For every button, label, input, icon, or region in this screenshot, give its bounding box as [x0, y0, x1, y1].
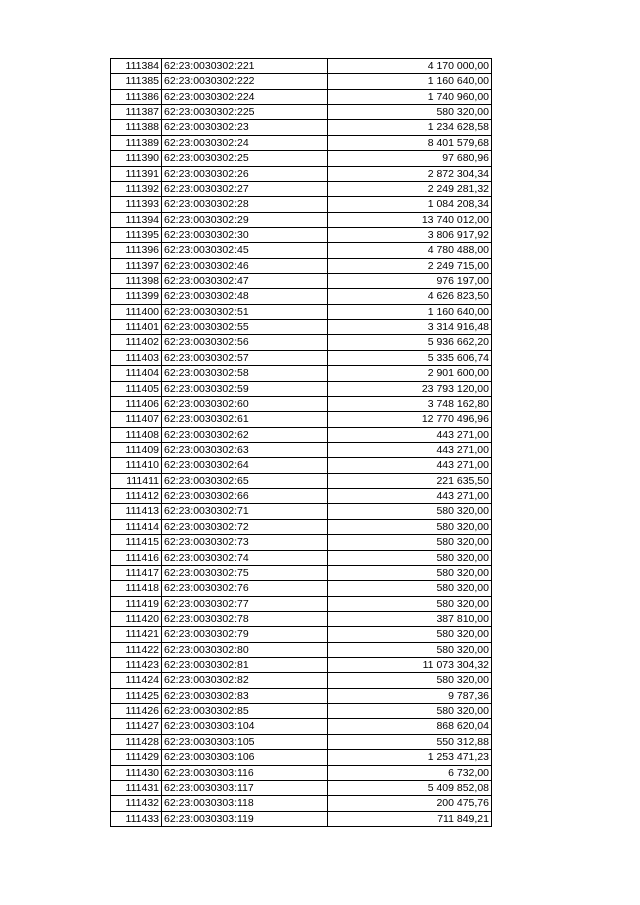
- value-cell: 580 320,00: [328, 581, 492, 596]
- cadastral-number-cell: 62:23:0030303:118: [162, 796, 328, 811]
- row-number-cell: 111423: [111, 658, 162, 673]
- row-number-cell: 111427: [111, 719, 162, 734]
- table-row: [111, 135, 492, 150]
- row-number-cell: 111421: [111, 627, 162, 642]
- cadastral-number-cell: 62:23:0030302:80: [162, 642, 328, 657]
- cadastral-number-cell: 62:23:0030302:225: [162, 105, 328, 120]
- cadastral-number-cell: 62:23:0030303:119: [162, 811, 328, 826]
- cadastral-number-cell: 62:23:0030302:27: [162, 181, 328, 196]
- value-cell: 200 475,76: [328, 796, 492, 811]
- table-row: [111, 811, 492, 826]
- value-cell: 580 320,00: [328, 627, 492, 642]
- row-number-cell: 111395: [111, 227, 162, 242]
- row-number-cell: 111409: [111, 442, 162, 457]
- value-cell: 5 936 662,20: [328, 335, 492, 350]
- cadastral-number-cell: 62:23:0030302:62: [162, 427, 328, 442]
- cadastral-number-cell: 62:23:0030302:56: [162, 335, 328, 350]
- table-row: [111, 74, 492, 89]
- value-cell: 711 849,21: [328, 811, 492, 826]
- table-row: [111, 642, 492, 657]
- row-number-cell: 111412: [111, 489, 162, 504]
- cadastral-number-cell: 62:23:0030303:117: [162, 780, 328, 795]
- value-cell: 23 793 120,00: [328, 381, 492, 396]
- cadastral-number-cell: 62:23:0030302:29: [162, 212, 328, 227]
- row-number-cell: 111406: [111, 396, 162, 411]
- row-number-cell: 111422: [111, 642, 162, 657]
- row-number-cell: 111390: [111, 151, 162, 166]
- row-number-cell: 111385: [111, 74, 162, 89]
- table-row: [111, 519, 492, 534]
- value-cell: 6 732,00: [328, 765, 492, 780]
- cadastral-number-cell: 62:23:0030302:83: [162, 688, 328, 703]
- table-row: [111, 366, 492, 381]
- cadastral-number-cell: 62:23:0030302:71: [162, 504, 328, 519]
- table-row: [111, 105, 492, 120]
- value-cell: 580 320,00: [328, 105, 492, 120]
- row-number-cell: 111411: [111, 473, 162, 488]
- value-cell: 221 635,50: [328, 473, 492, 488]
- value-cell: 2 249 281,32: [328, 181, 492, 196]
- table-row: [111, 658, 492, 673]
- table-row: [111, 243, 492, 258]
- cadastral-number-cell: 62:23:0030302:24: [162, 135, 328, 150]
- cadastral-number-cell: 62:23:0030302:82: [162, 673, 328, 688]
- row-number-cell: 111426: [111, 704, 162, 719]
- cadastral-number-cell: 62:23:0030302:46: [162, 258, 328, 273]
- table-row: [111, 227, 492, 242]
- value-cell: 1 160 640,00: [328, 304, 492, 319]
- row-number-cell: 111389: [111, 135, 162, 150]
- row-number-cell: 111399: [111, 289, 162, 304]
- value-cell: 9 787,36: [328, 688, 492, 703]
- cadastral-number-cell: 62:23:0030302:57: [162, 350, 328, 365]
- row-number-cell: 111384: [111, 59, 162, 74]
- row-number-cell: 111401: [111, 320, 162, 335]
- table-row: [111, 765, 492, 780]
- cadastral-number-cell: 62:23:0030302:30: [162, 227, 328, 242]
- cadastral-number-cell: 62:23:0030302:61: [162, 412, 328, 427]
- value-cell: 3 748 162,80: [328, 396, 492, 411]
- row-number-cell: 111413: [111, 504, 162, 519]
- table-row: [111, 197, 492, 212]
- cadastral-number-cell: 62:23:0030302:73: [162, 535, 328, 550]
- table-row: [111, 504, 492, 519]
- value-cell: 443 271,00: [328, 458, 492, 473]
- table-row: [111, 350, 492, 365]
- table-row: [111, 565, 492, 580]
- row-number-cell: 111404: [111, 366, 162, 381]
- table-row: [111, 304, 492, 319]
- cadastral-number-cell: 62:23:0030302:222: [162, 74, 328, 89]
- cadastral-number-cell: 62:23:0030303:105: [162, 734, 328, 749]
- table-row: [111, 550, 492, 565]
- row-number-cell: 111394: [111, 212, 162, 227]
- value-cell: 550 312,88: [328, 734, 492, 749]
- row-number-cell: 111432: [111, 796, 162, 811]
- row-number-cell: 111419: [111, 596, 162, 611]
- row-number-cell: 111417: [111, 565, 162, 580]
- value-cell: 13 740 012,00: [328, 212, 492, 227]
- value-cell: 12 770 496,96: [328, 412, 492, 427]
- value-cell: 3 314 916,48: [328, 320, 492, 335]
- row-number-cell: 111425: [111, 688, 162, 703]
- table-row: [111, 796, 492, 811]
- cadastral-number-cell: 62:23:0030302:75: [162, 565, 328, 580]
- cadastral-number-cell: 62:23:0030302:63: [162, 442, 328, 457]
- cadastral-number-cell: 62:23:0030302:66: [162, 489, 328, 504]
- table-row: [111, 289, 492, 304]
- value-cell: 580 320,00: [328, 504, 492, 519]
- value-cell: 580 320,00: [328, 519, 492, 534]
- value-cell: 1 160 640,00: [328, 74, 492, 89]
- cadastral-number-cell: 62:23:0030302:76: [162, 581, 328, 596]
- row-number-cell: 111408: [111, 427, 162, 442]
- table-row: [111, 611, 492, 626]
- table-row: [111, 688, 492, 703]
- cadastral-number-cell: 62:23:0030302:224: [162, 89, 328, 104]
- row-number-cell: 111393: [111, 197, 162, 212]
- table-row: [111, 596, 492, 611]
- cadastral-number-cell: 62:23:0030302:85: [162, 704, 328, 719]
- value-cell: 580 320,00: [328, 673, 492, 688]
- row-number-cell: 111387: [111, 105, 162, 120]
- value-cell: 580 320,00: [328, 535, 492, 550]
- row-number-cell: 111424: [111, 673, 162, 688]
- cadastral-value-table: [110, 58, 492, 827]
- table-row: [111, 320, 492, 335]
- value-cell: 976 197,00: [328, 274, 492, 289]
- row-number-cell: 111386: [111, 89, 162, 104]
- cadastral-number-cell: 62:23:0030303:106: [162, 750, 328, 765]
- row-number-cell: 111418: [111, 581, 162, 596]
- value-cell: 2 872 304,34: [328, 166, 492, 181]
- cadastral-number-cell: 62:23:0030302:77: [162, 596, 328, 611]
- cadastral-number-cell: 62:23:0030302:55: [162, 320, 328, 335]
- row-number-cell: 111403: [111, 350, 162, 365]
- table-row: [111, 750, 492, 765]
- value-cell: 5 335 606,74: [328, 350, 492, 365]
- value-cell: 8 401 579,68: [328, 135, 492, 150]
- table-row: [111, 89, 492, 104]
- cadastral-number-cell: 62:23:0030302:64: [162, 458, 328, 473]
- cadastral-number-cell: 62:23:0030302:81: [162, 658, 328, 673]
- cadastral-number-cell: 62:23:0030302:60: [162, 396, 328, 411]
- row-number-cell: 111430: [111, 765, 162, 780]
- value-cell: 580 320,00: [328, 642, 492, 657]
- cadastral-number-cell: 62:23:0030302:28: [162, 197, 328, 212]
- row-number-cell: 111402: [111, 335, 162, 350]
- row-number-cell: 111410: [111, 458, 162, 473]
- table-row: [111, 581, 492, 596]
- table-row: [111, 181, 492, 196]
- table-row: [111, 780, 492, 795]
- row-number-cell: 111414: [111, 519, 162, 534]
- table-row: [111, 381, 492, 396]
- row-number-cell: 111396: [111, 243, 162, 258]
- value-cell: 1 234 628,58: [328, 120, 492, 135]
- value-cell: 1 084 208,34: [328, 197, 492, 212]
- value-cell: 97 680,96: [328, 151, 492, 166]
- cadastral-number-cell: 62:23:0030302:65: [162, 473, 328, 488]
- cadastral-number-cell: 62:23:0030302:26: [162, 166, 328, 181]
- table-row: [111, 734, 492, 749]
- table-body: [111, 59, 492, 827]
- table-row: [111, 535, 492, 550]
- row-number-cell: 111398: [111, 274, 162, 289]
- table-row: [111, 412, 492, 427]
- table-row: [111, 151, 492, 166]
- value-cell: 4 626 823,50: [328, 289, 492, 304]
- value-cell: 2 249 715,00: [328, 258, 492, 273]
- table-row: [111, 458, 492, 473]
- cadastral-number-cell: 62:23:0030302:74: [162, 550, 328, 565]
- value-cell: 2 901 600,00: [328, 366, 492, 381]
- table-row: [111, 59, 492, 74]
- cadastral-number-cell: 62:23:0030302:78: [162, 611, 328, 626]
- value-cell: 580 320,00: [328, 550, 492, 565]
- table-row: [111, 427, 492, 442]
- row-number-cell: 111391: [111, 166, 162, 181]
- cadastral-number-cell: 62:23:0030302:23: [162, 120, 328, 135]
- table-row: [111, 396, 492, 411]
- row-number-cell: 111407: [111, 412, 162, 427]
- value-cell: 4 170 000,00: [328, 59, 492, 74]
- table-row: [111, 673, 492, 688]
- row-number-cell: 111397: [111, 258, 162, 273]
- value-cell: 868 620,04: [328, 719, 492, 734]
- value-cell: 443 271,00: [328, 427, 492, 442]
- cadastral-number-cell: 62:23:0030302:79: [162, 627, 328, 642]
- table-row: [111, 442, 492, 457]
- cadastral-number-cell: 62:23:0030302:51: [162, 304, 328, 319]
- value-cell: 4 780 488,00: [328, 243, 492, 258]
- table-row: [111, 212, 492, 227]
- value-cell: 580 320,00: [328, 704, 492, 719]
- table-row: [111, 719, 492, 734]
- value-cell: 1 253 471,23: [328, 750, 492, 765]
- cadastral-number-cell: 62:23:0030302:25: [162, 151, 328, 166]
- table-row: [111, 627, 492, 642]
- row-number-cell: 111416: [111, 550, 162, 565]
- row-number-cell: 111405: [111, 381, 162, 396]
- row-number-cell: 111388: [111, 120, 162, 135]
- cadastral-number-cell: 62:23:0030302:48: [162, 289, 328, 304]
- row-number-cell: 111433: [111, 811, 162, 826]
- value-cell: 5 409 852,08: [328, 780, 492, 795]
- table-row: [111, 704, 492, 719]
- cadastral-number-cell: 62:23:0030302:47: [162, 274, 328, 289]
- table-row: [111, 335, 492, 350]
- row-number-cell: 111431: [111, 780, 162, 795]
- value-cell: 580 320,00: [328, 565, 492, 580]
- table-row: [111, 473, 492, 488]
- cadastral-number-cell: 62:23:0030303:104: [162, 719, 328, 734]
- value-cell: 387 810,00: [328, 611, 492, 626]
- cadastral-number-cell: 62:23:0030302:72: [162, 519, 328, 534]
- table-row: [111, 274, 492, 289]
- value-cell: 580 320,00: [328, 596, 492, 611]
- row-number-cell: 111420: [111, 611, 162, 626]
- value-cell: 1 740 960,00: [328, 89, 492, 104]
- cadastral-number-cell: 62:23:0030303:116: [162, 765, 328, 780]
- table-row: [111, 489, 492, 504]
- value-cell: 443 271,00: [328, 489, 492, 504]
- row-number-cell: 111392: [111, 181, 162, 196]
- row-number-cell: 111428: [111, 734, 162, 749]
- row-number-cell: 111400: [111, 304, 162, 319]
- table-row: [111, 166, 492, 181]
- table-row: [111, 120, 492, 135]
- row-number-cell: 111415: [111, 535, 162, 550]
- cadastral-number-cell: 62:23:0030302:58: [162, 366, 328, 381]
- value-cell: 11 073 304,32: [328, 658, 492, 673]
- cadastral-number-cell: 62:23:0030302:45: [162, 243, 328, 258]
- row-number-cell: 111429: [111, 750, 162, 765]
- value-cell: 443 271,00: [328, 442, 492, 457]
- value-cell: 3 806 917,92: [328, 227, 492, 242]
- cadastral-number-cell: 62:23:0030302:59: [162, 381, 328, 396]
- cadastral-number-cell: 62:23:0030302:221: [162, 59, 328, 74]
- table-row: [111, 258, 492, 273]
